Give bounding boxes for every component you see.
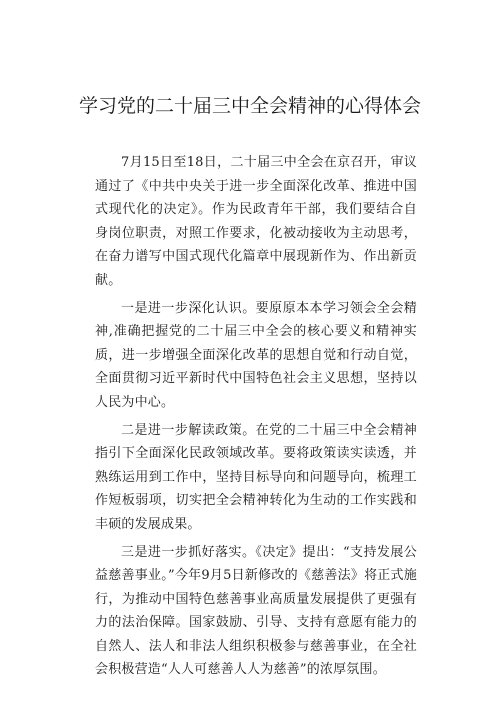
- document-title: 学习党的二十届三中全会精神的心得体会: [78, 95, 421, 117]
- paragraph-intro: 7月15日至18日，二十届三中全会在京召开，审议通过了《中共中央关于进一步全面深化改革、推进中国式现代化的决定》。作为民政青年干部，我们要结合自身岗位职责，对照工作要求，化被动接收为主动思考，在奋力谱写中国式现代化篇章中展现新作为、作出新贡献。: [95, 155, 417, 288]
- paragraph-point-one: 一是进一步深化认识。要原原本本学习领会全会精神,准确把握党的二十届三中全会的核心要义和精神实质，进一步增强全面深化改革的思想自觉和行动自觉，全面贯彻习近平新时代中国特色社会主义思想，坚持以人民为中心。: [95, 300, 417, 410]
- paragraph-point-two: 二是进一步解读政策。在党的二十届三中全会精神指引下全面深化民政领域改革。要将政策读实读透，并熟练运用到工作中，坚持目标导向和问题导向，梳理工作短板弱项，切实把全会精神转化为生动的工作实践和丰硕的发展成果。: [95, 422, 417, 532]
- paragraph-point-three: 三是进一步抓好落实。《决定》提出：“支持发展公益慈善事业。”今年9月5日新修改的《慈善法》将正式施行，为推动中国特色慈善事业高质量发展提供了更强有力的法治保障。国家鼓励、引导、支持有意愿有能力的自然人、法人和非法人组织积极参与慈善事业，在全社会积极营造“人人可慈善人人为慈善”的浓厚氛围。: [95, 544, 417, 678]
- document-body: [95, 151, 417, 682]
